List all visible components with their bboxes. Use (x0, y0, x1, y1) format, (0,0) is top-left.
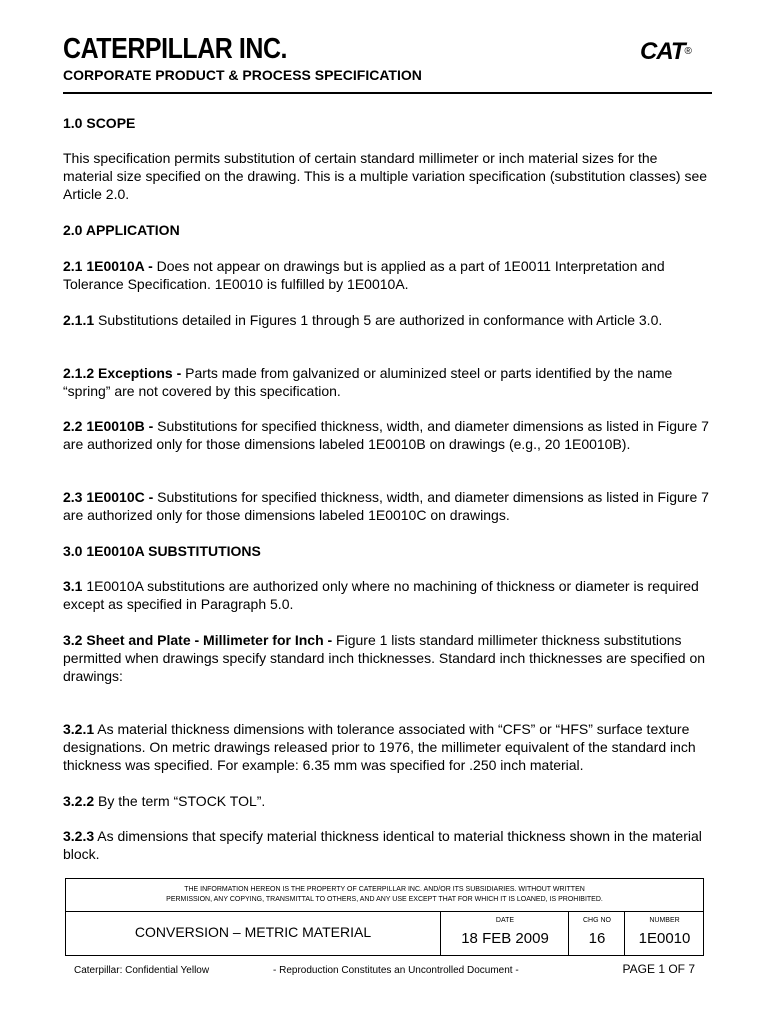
paragraph-3-2-3 (63, 827, 711, 863)
paragraph-text: As material thickness dimensions with tolerance associated with “CFS” or “HFS” surface texture designations. On metric drawings released prior to 1976, the millimeter equivalent of the standard inch thickness was specified. For example: 6.35 mm was specified for .250 inch material. (63, 721, 696, 773)
paragraph-number: 2.1.2 Exceptions - (63, 365, 182, 381)
paragraph-number: 2.1 1E0010A - (63, 258, 153, 274)
paragraph-text: Substitutions for specified thickness, width, and diameter dimensions as listed in Figure 7 are authorized only for those dimensions labeled 1E0010B on drawings (e.g., 20 1E0010B). (63, 418, 709, 452)
cell-divider (624, 912, 625, 955)
paragraph-2-3 (63, 488, 711, 524)
paragraph-number: 3.2.3 (63, 828, 95, 844)
title-block (65, 878, 704, 956)
paragraph-2-1-1 (63, 311, 711, 329)
section-heading-application: 2.0 APPLICATION (63, 222, 180, 238)
change-number-cell (570, 912, 624, 955)
date-label: DATE (495, 917, 515, 924)
paragraph-text: Figure 1 lists standard millimeter thickness substitutions permitted when drawings specify standard inch thicknesses. Standard inch thicknesses are specified on drawings: (63, 632, 706, 684)
page-number: PAGE 1 OF 7 (622, 962, 695, 976)
property-notice-line-1: THE INFORMATION HEREON IS THE PROPERTY OF CATERPILLAR INC. AND/OR ITS SUBSIDIARIES. WITHOUT WRITTEN (184, 886, 585, 893)
cell-divider (568, 912, 569, 955)
date-value: 18 FEB 2009 (461, 930, 549, 947)
cell-divider (440, 912, 441, 955)
property-notice (66, 885, 703, 905)
reproduction-notice: - Reproduction Constitutes an Uncontrolled Document - (273, 965, 519, 976)
paragraph-text: As dimensions that specify material thickness identical to material thickness shown in the material block. (63, 828, 702, 862)
paragraph-3-2-1 (63, 720, 711, 774)
paragraph-number: 3.2.1 (63, 721, 95, 737)
document-number-label: NUMBER (649, 917, 680, 924)
confidentiality-label: Caterpillar: Confidential Yellow (74, 965, 210, 976)
paragraph-text: Does not appear on drawings but is applied as a part of 1E0011 Interpretation and Tolerance Specification. 1E0010 is fulfilled by 1E0010A. (63, 258, 665, 292)
property-notice-line-2: PERMISSION, ANY COPYING, TRANSMITTAL TO OTHERS, AND ANY USE EXCEPT THAT FOR WHICH IT IS LOANED, IS PROHIBITED. (166, 896, 603, 903)
section-heading-scope: 1.0 SCOPE (63, 115, 136, 131)
paragraph-text: Substitutions for specified thickness, width, and diameter dimensions as listed in Figure 7 are authorized only for those dimensions labeled 1E0010C on drawings. (63, 489, 709, 523)
paragraph-number: 2.1.1 (63, 312, 95, 328)
paragraph-number: 3.2.2 (63, 793, 95, 809)
paragraph-number: 2.2 1E0010B - (63, 418, 154, 434)
paragraph-text: Parts made from galvanized or aluminized steel or parts identified by the name “spring” are not covered by this specification. (63, 365, 673, 399)
document-number-cell (626, 912, 703, 955)
paragraph-3-2-2 (63, 792, 711, 810)
cat-logo-text: CAT (640, 38, 685, 65)
paragraph-2-2 (63, 417, 711, 453)
change-number-value: 16 (588, 930, 606, 947)
document-title: CONVERSION – METRIC MATERIAL (134, 924, 372, 940)
document-number-value: 1E0010 (638, 930, 691, 947)
paragraph-text: 1E0010A substitutions are authorized only where no machining of thickness or diameter is required except as specified in Paragraph 5.0. (63, 578, 699, 612)
company-name: CATERPILLAR INC. (63, 33, 288, 65)
section-heading-substitutions: 3.0 1E0010A SUBSTITUTIONS (63, 543, 261, 559)
paragraph-2-1 (63, 257, 711, 293)
paragraph-number: 3.1 (63, 578, 83, 594)
cat-logo (640, 38, 692, 66)
paragraph-3-2 (63, 631, 711, 685)
paragraph-2-1-2 (63, 364, 711, 400)
paragraph-scope: This specification permits substitution of certain standard millimeter or inch material sizes for the material size specified on the drawing. This is a multiple variation specification (substitution classes) see Article 2.0. (63, 150, 708, 202)
document-subtitle: CORPORATE PRODUCT & PROCESS SPECIFICATION (63, 67, 422, 83)
document-title-cell (66, 912, 440, 955)
paragraph-3-1 (63, 577, 711, 613)
date-cell (442, 912, 568, 955)
paragraph-text: Substitutions detailed in Figures 1 through 5 are authorized in conformance with Article 3.0. (94, 312, 663, 328)
paragraph-text: By the term “STOCK TOL”. (94, 793, 266, 809)
header-rule (63, 92, 712, 94)
paragraph-number: 2.3 1E0010C - (63, 489, 154, 505)
registered-mark: ® (684, 46, 692, 57)
paragraph-number: 3.2 Sheet and Plate - Millimeter for Inch - (63, 632, 333, 648)
change-number-label: CHG NO (583, 917, 611, 924)
